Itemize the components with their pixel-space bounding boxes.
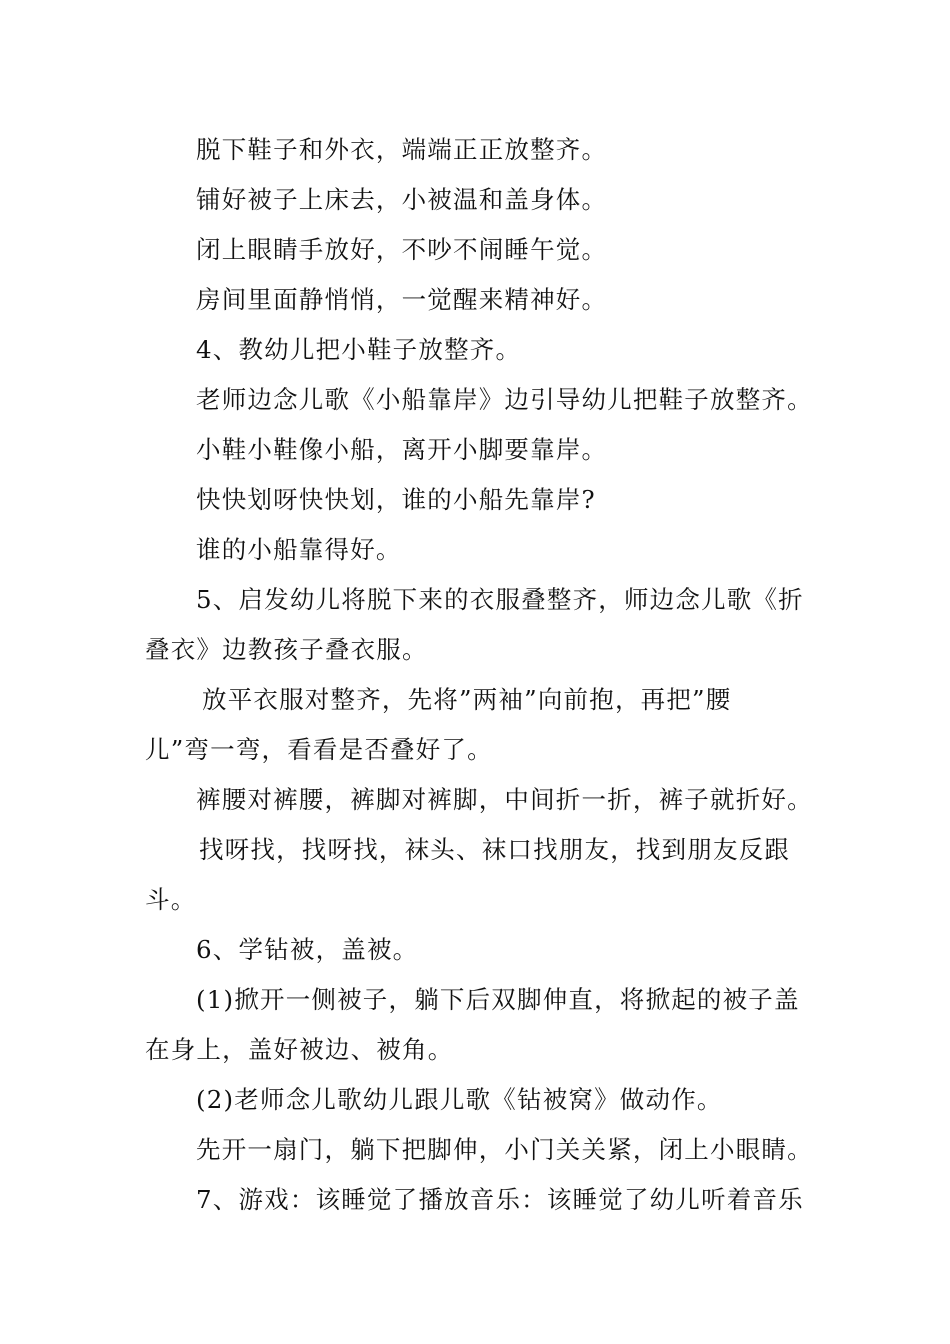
section-heading: 5、启发幼儿将脱下来的衣服叠整齐，师边念儿歌《折 [196, 585, 804, 614]
text-line: 脱下鞋子和外衣，端端正正放整齐。 [196, 135, 608, 164]
text-line: 小鞋小鞋像小船，离开小脚要靠岸。 [196, 435, 608, 464]
text-line: 叠衣》边教孩子叠衣服。 [145, 635, 428, 664]
text-line: 闭上眼睛手放好，不吵不闹睡午觉。 [196, 235, 608, 264]
text-line: (2)老师念儿歌幼儿跟儿歌《钻被窝》做动作。 [196, 1085, 723, 1114]
text-line: 老师边念儿歌《小船靠岸》边引导幼儿把鞋子放整齐。 [196, 385, 813, 414]
text-line: 快快划呀快快划，谁的小船先靠岸? [196, 485, 596, 514]
text-line: 儿”弯一弯，看看是否叠好了。 [145, 735, 493, 764]
text-line: 房间里面静悄悄，一觉醒来精神好。 [196, 285, 608, 314]
text-line: 裤腰对裤腰，裤脚对裤脚，中间折一折，裤子就折好。 [196, 785, 813, 814]
text-line: (1)掀开一侧被子，躺下后双脚伸直，将掀起的被子盖 [196, 985, 800, 1014]
section-heading: 4、教幼儿把小鞋子放整齐。 [196, 335, 522, 364]
text-line: 斗。 [145, 885, 197, 914]
text-line: 谁的小船靠得好。 [196, 535, 402, 564]
text-line: 铺好被子上床去，小被温和盖身体。 [196, 185, 608, 214]
text-line: 放平衣服对整齐，先将”两袖”向前抱，再把”腰 [202, 685, 732, 714]
text-line: 先开一扇门，躺下把脚伸，小门关关紧，闭上小眼睛。 [196, 1135, 813, 1164]
section-heading: 7、游戏：该睡觉了播放音乐：该睡觉了幼儿听着音乐 [196, 1185, 804, 1214]
section-heading: 6、学钻被，盖被。 [196, 935, 419, 964]
text-line: 找呀找，找呀找，袜头、袜口找朋友，找到朋友反跟 [199, 835, 791, 864]
text-line: 在身上，盖好被边、被角。 [145, 1035, 454, 1064]
